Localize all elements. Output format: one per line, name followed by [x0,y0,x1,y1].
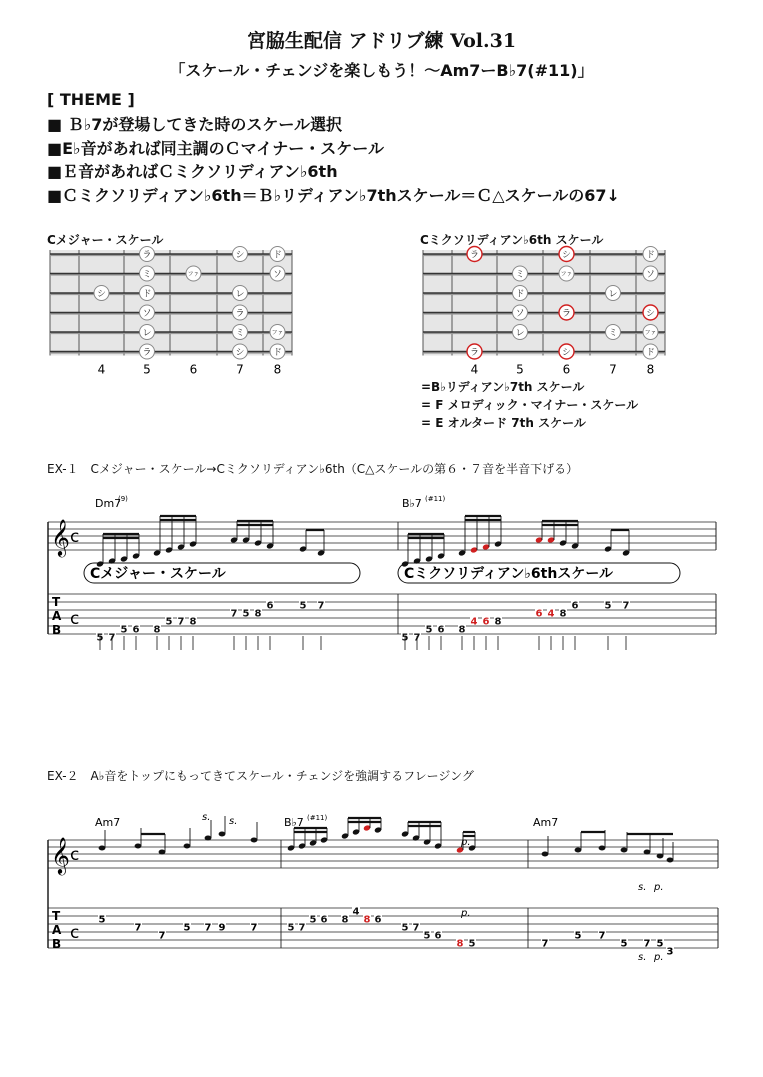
tab-number: 5 [98,914,106,926]
notehead [219,832,226,837]
pull-off-mark: p. [461,837,471,848]
treble-clef-icon: 𝄞 [51,518,70,556]
fretboard-background [423,250,665,356]
tab-number: 7 [541,938,549,950]
tab-number: 5 [620,938,628,950]
notehead [184,844,191,849]
tab-number: 5 [401,632,409,644]
ex1-caption: EX-１ Cメジャー・スケール→Cミクソリディアン♭6th（C△スケールの第６・７音を半音下げる） [47,462,579,476]
tab-number: 5 [574,930,582,942]
tab-number: 5 [309,914,317,926]
tab-number: 5 [287,922,295,934]
note-name: シ [561,348,572,358]
notehead [99,846,106,851]
note-name: ラ [469,250,480,261]
tab-number: 7 [413,632,421,644]
fret-number: 7 [236,362,244,377]
theme-item: ■Ｃミクソリディアン♭6th＝Ｂ♭リディアン♭7thスケール＝Ｃ△スケールの67↓ [47,185,620,205]
tab-number: 7 [158,930,166,942]
theme-heading: [ THEME ] [47,90,135,109]
tab-number: 5 [165,616,173,628]
note-name: ソ [272,270,283,280]
treble-clef-icon: 𝄞 [51,836,70,874]
theme-item: ■Ｅ音があればＣミクソリディアン♭6th [47,162,338,181]
note-name: ラ [235,309,245,319]
notehead [205,836,212,841]
ex1-chord2-tension: (#11) [425,495,446,503]
tab-time-icon: c [70,923,80,943]
tab-number: 8 [494,616,502,628]
left-diagram-title: Cメジャー・スケール [47,233,164,247]
tab-number: 7 [108,632,116,644]
tab-number: 4 [352,906,360,918]
tab-number: 5 [423,930,431,942]
note-name: ソ [645,270,656,280]
notehead [621,848,628,853]
tab-number: 5 [604,600,612,612]
slide-mark: s. [638,952,647,963]
equivalent-scale-note: = F メロディック・マイナー・スケール [421,398,639,412]
tab-label-t: T [52,909,61,923]
tab-number: 8 [456,938,464,950]
ex2-caption: EX-２ A♭音をトップにもってきてスケール・チェンジを強調するフレージング [47,769,474,783]
note-name: ソ [142,309,152,319]
ex1-score [40,490,730,650]
tab-number: 9 [218,922,226,934]
note-name: レ [142,328,152,339]
note-name: ミ [235,328,245,339]
notehead [575,848,582,853]
tab-number: 7 [230,608,238,620]
fret-number: 6 [562,362,571,377]
theme-list [47,113,620,207]
notehead [644,850,651,855]
notehead [159,850,166,855]
note-name: ソ [515,309,525,319]
tab-number: 6 [320,914,328,926]
pull-off-mark: p. [654,882,664,893]
tab-number: 8 [153,624,161,636]
slide-mark: s. [202,812,211,823]
note-name: ファ [187,271,200,278]
notehead [542,852,549,857]
fret-number: 5 [516,362,524,377]
ex2-chord1: Am7 [95,816,121,829]
note-name: シ [561,250,572,261]
note-name: ラ [142,348,152,358]
fret-number: 7 [609,362,617,377]
note-name: シ [235,348,245,358]
ex1-scale-label-2: Cミクソリディアン♭6thスケール [404,566,614,582]
note-name: ミ [608,328,618,339]
tab-number: 5 [183,922,191,934]
notehead [657,854,664,859]
right-diagram-title: Cミクソリディアン♭6th スケール [420,233,604,247]
tab-number: 5 [120,624,128,636]
tab-number: 8 [559,608,567,620]
tab-number: 6 [482,616,490,628]
pull-off-mark: p. [654,952,664,963]
tab-number: 7 [250,922,258,934]
tab-number: 8 [458,624,466,636]
pull-off-mark: p. [461,908,471,919]
note-name: ファ [560,271,573,278]
tab-number: 6 [374,914,382,926]
tab-number: 8 [341,914,349,926]
equivalent-scale-note: = E オルタード 7th スケール [421,416,586,430]
tab-number: 5 [299,600,307,612]
fret-number: 8 [273,362,282,377]
tab-label-a: A [52,609,62,623]
tab-number: 8 [189,616,197,628]
notehead [599,846,606,851]
c-major-fretboard [40,244,310,379]
note-name: ラ [142,250,152,261]
note-name: ファ [644,329,657,337]
ex1-chord2: B♭7 [402,497,422,510]
note-name: ラ [469,348,480,358]
tab-number: 5 [96,632,104,644]
common-time-icon: c [70,845,80,865]
tab-number: 7 [204,922,212,934]
tab-number: 8 [363,914,371,926]
theme-item: ■E♭音があれば同主調のＣマイナー・スケール [47,138,384,158]
slide-mark: s. [638,882,647,893]
slide-mark: s. [229,816,238,827]
equivalent-scale-note: =B♭リディアン♭7th スケール [421,380,585,394]
note-name: シ [235,250,245,261]
tab-number: 7 [298,922,306,934]
tab-number: 5 [242,608,250,620]
c-mixolydian-b6-fretboard [413,244,683,379]
ex2-chord2-tension: (#11) [307,814,328,822]
note-name: ド [645,348,656,358]
ex2-chord2: B♭7 [284,816,304,829]
note-name: ド [272,250,283,261]
notehead [251,838,258,843]
tab-number: 7 [177,616,185,628]
note-name: ミ [515,270,525,280]
notehead [667,858,674,863]
note-name: ミ [142,270,152,280]
tab-number: 5 [656,938,664,950]
ex2-score [40,810,730,975]
tab-number: 5 [425,624,433,636]
tab-number: 6 [434,930,442,942]
ex1-chord1-tension: (9) [118,495,128,503]
tab-label-b: B [52,623,62,637]
tab-number: 7 [134,922,142,934]
tab-number: 4 [470,616,478,628]
tab-number: 6 [535,608,543,620]
note-name: ド [272,348,283,358]
tab-number: 7 [622,600,630,612]
tab-number: 7 [643,938,651,950]
tab-label-a: A [52,923,62,937]
tab-number: 7 [412,922,420,934]
fret-number: 5 [143,362,151,377]
tab-number: 6 [437,624,445,636]
note-name: ド [515,289,525,300]
tab-number: 6 [132,624,140,636]
tab-label-t: T [52,595,61,609]
tab-label-b: B [52,937,62,951]
note-name: レ [515,328,525,339]
tab-number: 4 [547,608,555,620]
fret-number: 4 [97,362,106,377]
note-name: ラ [561,309,572,319]
notehead [135,844,142,849]
tab-number: 7 [598,930,606,942]
ex1-chord1: Dm7 [95,497,122,510]
note-name: ド [142,289,152,300]
note-name: ド [645,250,656,261]
fretboard-background [50,250,292,356]
tab-number: 7 [317,600,325,612]
tab-number: 6 [571,600,579,612]
fret-number: 8 [646,362,655,377]
theme-item: ■ Ｂ♭7が登場してきた時のスケール選択 [47,115,343,134]
common-time-icon: c [70,527,80,547]
note-name: レ [608,289,618,300]
note-name: シ [645,309,656,319]
fret-number: 4 [470,362,479,377]
tab-number: 5 [401,922,409,934]
note-name: ファ [271,329,284,337]
equivalent-scales [421,378,638,432]
page-title: 宮脇生配信 アドリブ練 Vol.31 [246,30,517,52]
tab-time-icon: c [70,609,80,629]
tab-number: 5 [468,938,476,950]
page-subtitle: 「スケール・チェンジを楽しもう！〜Am7ーB♭7(#11)」 [169,61,594,80]
ex2-chord3: Am7 [533,816,559,829]
tab-number: 3 [666,946,674,958]
tab-number: 8 [254,608,262,620]
fret-number: 6 [189,362,198,377]
note-name: シ [96,289,107,300]
note-name: レ [235,289,245,300]
ex1-scale-label-1: Cメジャー・スケール [90,566,226,582]
tab-number: 6 [266,600,274,612]
